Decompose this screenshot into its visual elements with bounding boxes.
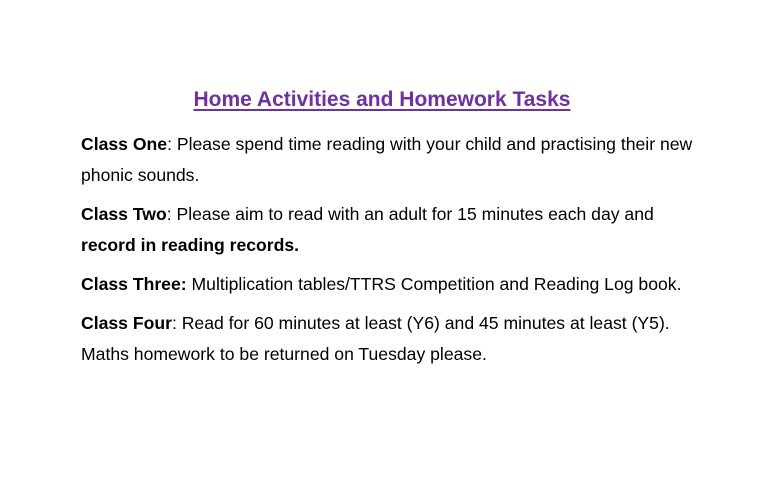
class-two-emphasis: record in reading records.: [81, 235, 300, 255]
class-three-text: Multiplication tables/TTRS Competition and Reading Log book.: [186, 274, 682, 294]
class-four-text: : Read for 60 minutes at least (Y6) and 45 minutes at least (Y5). Maths homework to be returned on Tuesday please.: [81, 313, 670, 364]
class-four-label: Class Four: [81, 313, 172, 333]
class-one-text: : Please spend time reading with your child and practising their new phonic sounds.: [81, 134, 693, 185]
paragraph-class-one: [81, 129, 701, 191]
document-body: [81, 129, 701, 378]
class-two-text: : Please aim to read with an adult for 15 minutes each day and: [166, 204, 654, 224]
class-three-label: Class Three:: [81, 274, 187, 294]
class-one-label: Class One: [81, 134, 168, 154]
paragraph-class-four: [81, 308, 701, 370]
document-title: Home Activities and Homework Tasks: [193, 88, 571, 111]
paragraph-class-three: [81, 269, 701, 300]
paragraph-class-two: [81, 199, 701, 261]
class-two-label: Class Two: [81, 204, 167, 224]
